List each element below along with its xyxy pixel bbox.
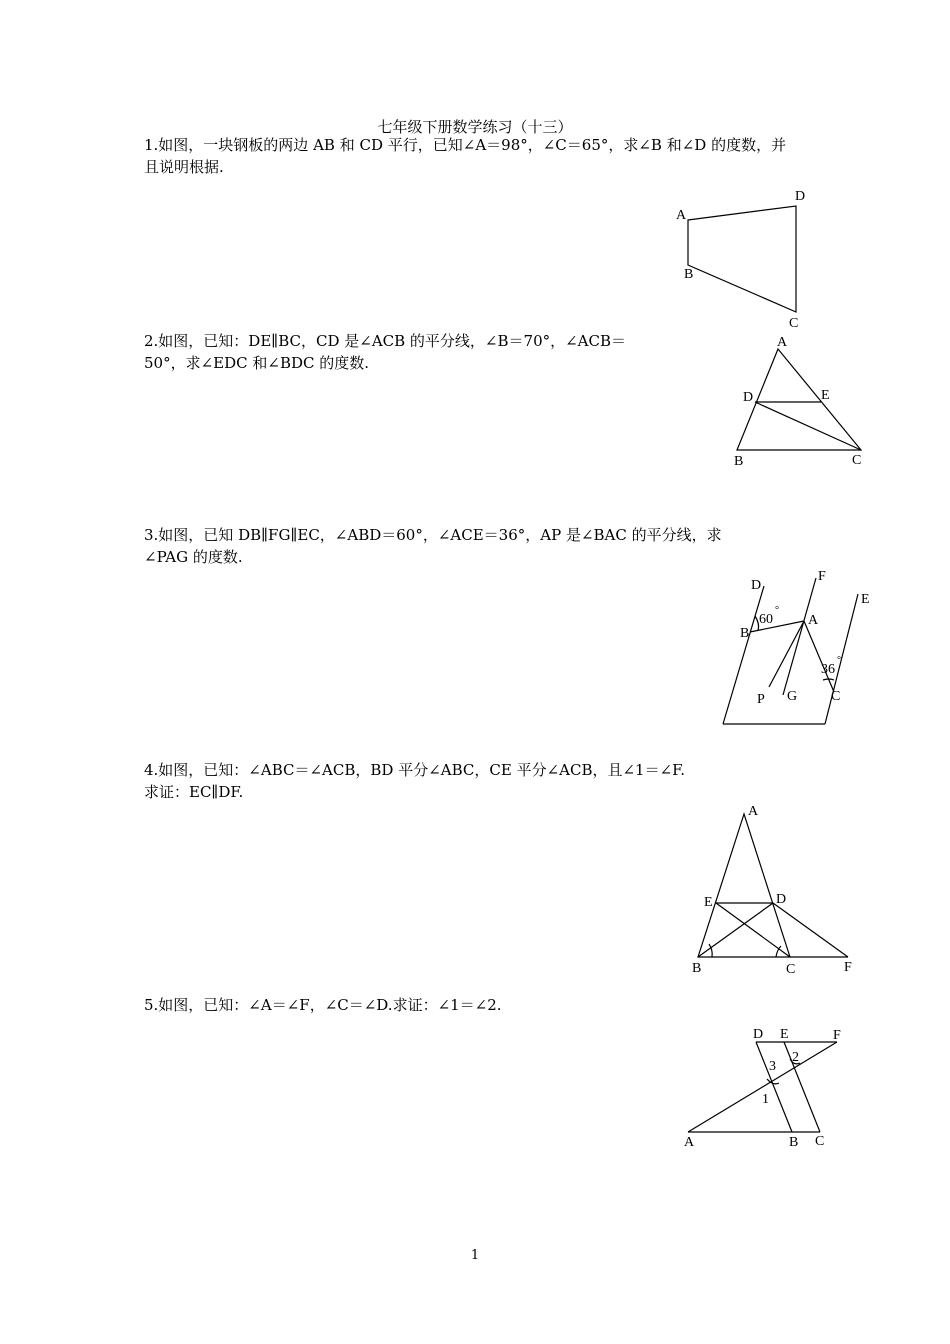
figure-5-label-2: 2 <box>792 1050 799 1065</box>
figure-1-label-b: B <box>684 267 694 282</box>
figure-2-label-b: B <box>734 454 744 469</box>
figure-3-degree-36: ° <box>837 655 841 666</box>
figure-5-label-f: F <box>833 1028 841 1043</box>
figure-4-label-f: F <box>844 960 852 975</box>
figure-2-label-d: D <box>743 390 754 405</box>
figure-4-triangle-abc <box>698 814 790 957</box>
figure-4-label-b: B <box>692 961 702 976</box>
figure-1-label-c: C <box>789 316 799 331</box>
question-4-line-1: 4.如图，已知：∠ABC＝∠ACB，BD 平分∠ABC，CE 平分∠ACB，且∠1＝∠F. <box>144 761 686 779</box>
figure-4-label-d: D <box>776 892 787 907</box>
figure-5-label-d: D <box>753 1027 764 1042</box>
question-1-line-1: 1.如图，一块钢板的两边 AB 和 CD 平行，已知∠A＝98°，∠C＝65°，求∠B 和∠D 的度数，并 <box>144 136 787 154</box>
figure-5-label-3: 3 <box>769 1059 776 1074</box>
page-number: 1 <box>470 1248 480 1263</box>
question-3-line-1: 3.如图，已知 DB∥FG∥EC，∠ABD＝60°，∠ACE＝36°，AP 是∠BAC 的平分线，求 <box>144 526 722 544</box>
question-2-line-2: 50°，求∠EDC 和∠BDC 的度数. <box>144 354 370 372</box>
figure-3-label-angle-60: 60 <box>759 612 773 627</box>
figure-3-line-ec <box>825 594 858 724</box>
figure-3-label-angle-36: 36 <box>821 662 835 677</box>
figure-3-label-e: E <box>861 592 870 607</box>
figure-2-label-c: C <box>852 453 862 468</box>
question-1-line-2: 且说明根据. <box>144 158 224 176</box>
figure-4-label-e: E <box>704 895 713 910</box>
figure-3-label-a: A <box>808 613 819 628</box>
figure-2-label-e: E <box>821 388 830 403</box>
figure-1-label-d: D <box>795 189 806 204</box>
figure-5-label-1: 1 <box>762 1092 769 1107</box>
figure-4-label-c: C <box>786 962 796 977</box>
figure-4-angle-b-arc <box>709 944 712 957</box>
figure-2-triangle-abc <box>737 349 861 450</box>
figure-3-label-d: D <box>751 578 762 593</box>
figure-4-segment-bd <box>698 903 773 957</box>
figure-4-label-a: A <box>748 804 759 819</box>
figure-4-segment-df <box>773 903 848 957</box>
figure-3-label-b: B <box>740 626 750 641</box>
figure-5-crossing-lines <box>684 1027 841 1150</box>
figure-3-label-c: C <box>831 689 841 704</box>
page-title: 七年级下册数学练习（十三） <box>377 118 573 136</box>
figure-3-segment-ap <box>769 621 804 687</box>
figure-2-label-a: A <box>777 335 788 350</box>
figure-5-label-c: C <box>815 1134 825 1149</box>
figure-3-label-f: F <box>818 569 826 584</box>
figure-3-segment-ac <box>804 621 834 692</box>
figure-5-label-b: B <box>789 1135 799 1150</box>
question-3-line-2: ∠PAG 的度数. <box>144 548 243 566</box>
figure-1-label-a: A <box>676 208 687 223</box>
figure-5-label-a: A <box>684 1135 695 1150</box>
figure-3-label-g: G <box>787 689 798 704</box>
figure-5-label-e: E <box>780 1027 789 1042</box>
figure-3-degree-60: ° <box>775 605 779 616</box>
figure-3-label-p: P <box>757 692 765 707</box>
question-2-line-1: 2.如图，已知：DE∥BC，CD 是∠ACB 的平分线，∠B＝70°，∠ACB＝ <box>144 332 627 350</box>
figure-1-outline <box>688 206 796 312</box>
figure-2-segment-dc <box>755 402 861 450</box>
figure-3-parallel-lines <box>723 569 870 724</box>
question-4-line-2: 求证：EC∥DF. <box>144 783 244 801</box>
figure-4-isosceles-triangle <box>692 804 852 977</box>
question-5-line-1: 5.如图，已知：∠A＝∠F，∠C＝∠D.求证：∠1＝∠2. <box>144 996 502 1014</box>
figure-2-triangle <box>734 335 861 469</box>
